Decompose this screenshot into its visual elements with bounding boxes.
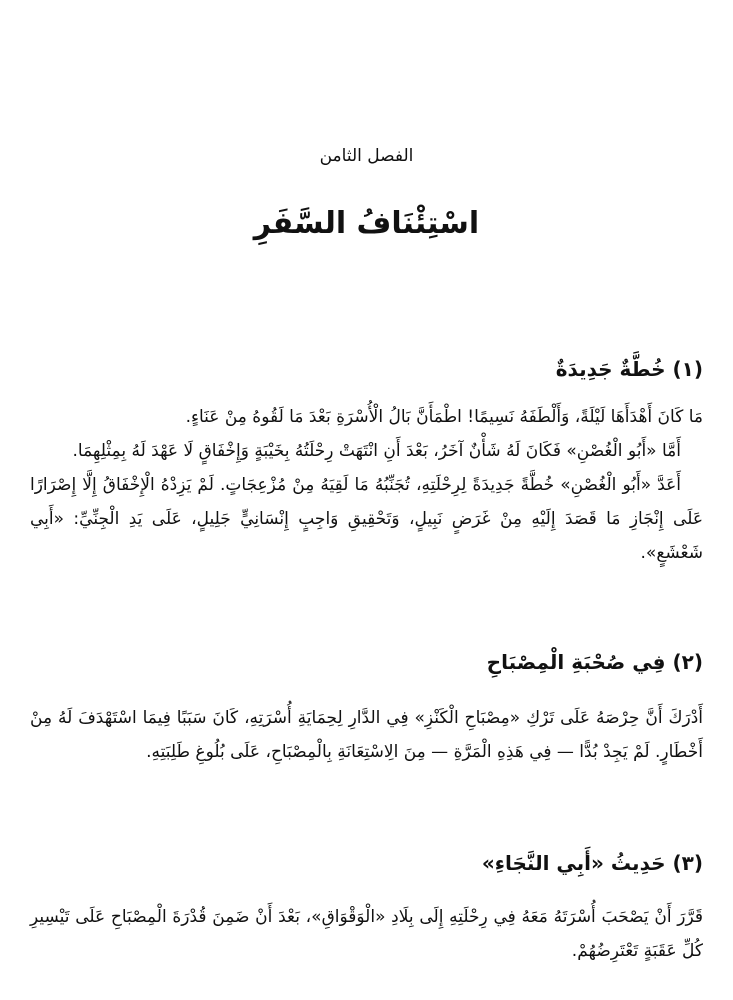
- section-heading: (١) خُطَّةٌ جَدِيدَةٌ: [555, 357, 703, 381]
- section-heading: (٢) فِي صُحْبَةِ الْمِصْبَاحِ: [486, 650, 703, 674]
- chapter-title: اسْتِئْنَافُ السَّفَرِ: [253, 206, 480, 241]
- section-abu-alnaja-talk: [30, 848, 703, 968]
- section-with-lamp: [30, 647, 703, 769]
- paragraph: مَا كَانَ أَهْدَأَهَا لَيْلَةً، وَأَلْطَفَهُ نَسِيمًا! اطْمَأَنَّ بَالُ الْأُسْرَةِ بَعْدَ مَا لَقُوهُ مِنْ عَنَاءٍ.: [185, 407, 703, 427]
- paragraph: أَدْرَكَ أَنَّ حِرْصَهُ عَلَى تَرْكِ «مِصْبَاحِ الْكَنْزِ» فِي الدَّارِ لِحِمَايَةِ أُسْرَتِهِ، كَانَ سَبَبًا فِيمَا اسْتَهْدَفَ لَهُ مِنْ أَخْطَارٍ. لَمْ يَجِدْ بُدًّا — فِي هَذِهِ الْمَرَّةِ — مِنَ الِاسْتِعَانَةِ بِالْمِصْبَاحِ، عَلَى بُلُوغِ طَلِبَتِهِ.: [30, 708, 703, 762]
- section-heading: (٣) حَدِيثُ «أَبِي النَّجَاءِ»: [481, 851, 703, 875]
- chapter-label: الفصل الثامن: [319, 146, 414, 166]
- paragraph: أَمَّا «أَبُو الْغُصْنِ» فَكَانَ لَهُ شَأْنٌ آخَرُ، بَعْدَ أَنِ انْتَهَتْ رِحْلَتُهُ بِخَيْبَةٍ وَإِخْفَاقٍ لَا عَهْدَ لَهُ بِمِثْلِهِمَا.: [72, 441, 681, 461]
- section-new-plan: [30, 354, 703, 570]
- paragraph: أَعَدَّ «أَبُو الْغُصْنِ» خُطَّةً جَدِيدَةً لِرِحْلَتِهِ، تُجَنِّبُهُ مَا لَقِيَهُ مِنْ مُزْعِجَاتٍ. لَمْ يَزِدْهُ الْإِخْفَاقُ إِلَّا إِصْرَارًا عَلَى إِنْجَازِ مَا قَصَدَ إِلَيْهِ مِنْ غَرَضٍ نَبِيلٍ، وَتَحْقِيقِ وَاجِبٍ إِنْسَانِيٍّ جَلِيلٍ، عَلَى يَدِ الْجِنِّيِّ: «أَبِي شَعْشَعٍ».: [30, 475, 703, 563]
- paragraph: قَرَّرَ أَنْ يَصْحَبَ أُسْرَتَهُ مَعَهُ فِي رِحْلَتِهِ إِلَى بِلَادِ «الْوَقْوَاقِ»، بَعْدَ أَنْ ضَمِنَ قُدْرَةَ الْمِصْبَاحِ عَلَى تَيْسِيرِ كُلِّ عَقَبَةٍ تَعْتَرِضُهُمْ.: [30, 907, 703, 961]
